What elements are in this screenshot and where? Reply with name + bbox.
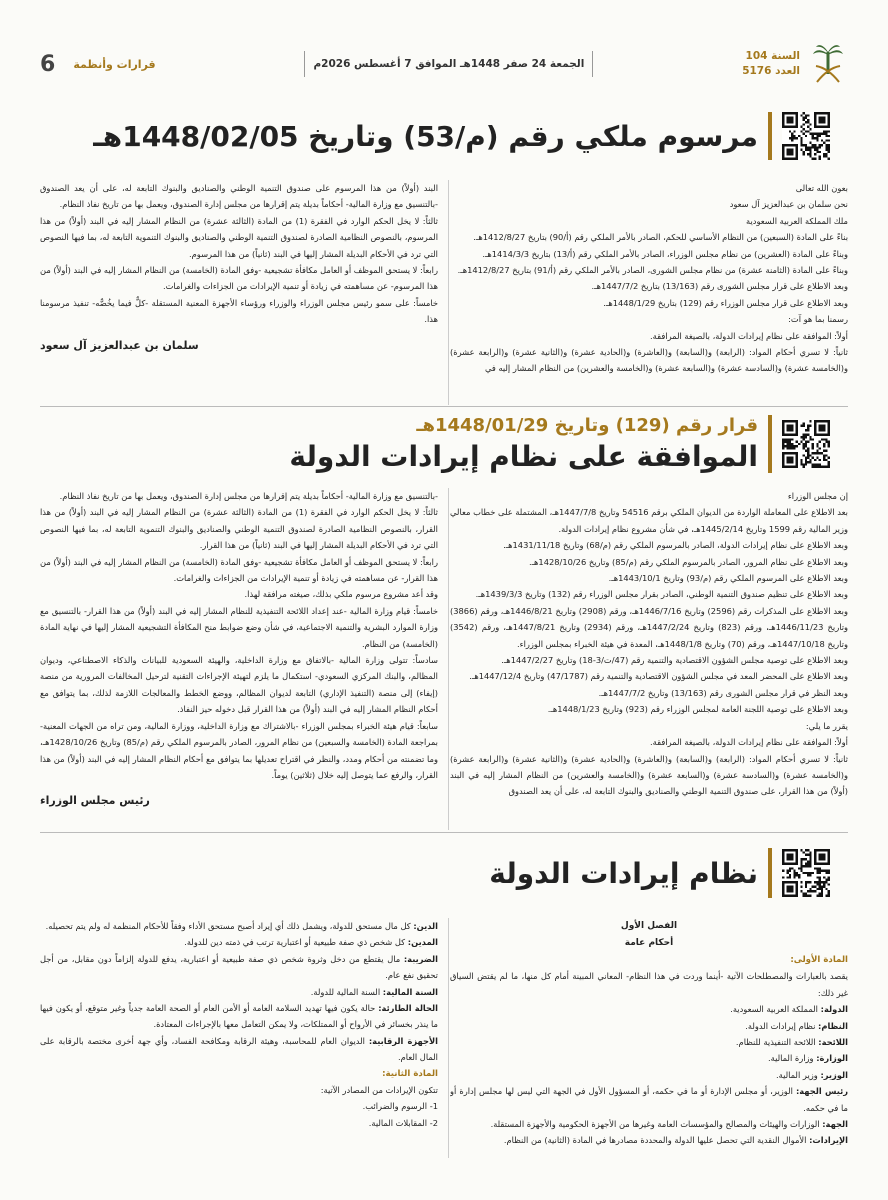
decree-left-column (40, 180, 438, 405)
resolution-paragraph: -بالتنسيق مع وزارة المالية- أحكاماً بديلة يتم إقرارها من مجلس إدارة الصندوق، ويعمل بها من تاريخ نفاذ النظام. (59, 491, 438, 501)
masthead (742, 40, 848, 88)
resolution-paragraph: ثانياً: لا تسري أحكام المواد: (الرابعة) و(السابعة) و(العاشرة) و(الحادية عشرة) و(الثانية عشرة) و(الرابعة عشرة) و(الخامسة عشرة) و(السادسة عشرة) و(السابعة عشرة) و(الخامسة والعشرين) من النظام المشار إليه في البند (أولاً) من هذا القرار، على صندوق التنمية الوطني والصناديق والبنوك التابعة له، على أن يعد الصندوق (450, 753, 848, 797)
resolution-left-column (40, 488, 438, 830)
section-name: قرارات وأنظمة (73, 57, 156, 71)
decree-paragraph: أولاً: الموافقة على نظام إيرادات الدولة، بالصيغة المرافقة. (650, 330, 848, 341)
decree-paragraph: خامساً: على سمو رئيس مجلس الوزراء والوزراء ورؤساء الأجهزة المعنية المستقلة -كلٌّ فيما يخُصُّه- تنفيذ مرسومنا هذا. (40, 297, 438, 325)
section-divider (40, 406, 848, 407)
page-number: 6 (40, 51, 56, 77)
decree-paragraph: البند (أولاً) من هذا المرسوم على صندوق التنمية الوطني والصناديق والبنوك التابعة له، على أن يعد الصندوق -بالتنسيق مع وزارة المالية- أحكاماً بديلة يتم إقرارها من مجلس إدارة الصندوق، ويعمل بها من تاريخ نفاذ النظام. (40, 183, 438, 210)
definition-text: الديوان العام للمحاسبة، وهيئة الرقابة ومكافحة الفساد، وأي جهة أخرى مختصة بالرقابة على المال العام. (40, 1035, 438, 1063)
decree-right-column (450, 180, 848, 405)
definition-term: الإيرادات: (809, 1135, 848, 1146)
resolution-paragraph: سادساً: تتولى وزارة المالية -بالاتفاق مع وزارة الداخلية، والهيئة السعودية للبيانات والذكاء الاصطناعي، وديوان المظالم، والبنك المركزي السعودي- استكمال ما يلزم لتهيئة الإجراءات التقنية لترحيل المخالفات المرورية من منصة (إيفاء) إلى منصة (التنفيذ الإداري) التابعة لديوان المظالم، ووضع الخطط والمعالجات اللازمة لذلك، بما يتوافق مع أحكام النظام المشار إليه في البند (أولاً) من هذا القرار قبل دخوله حيز النفاذ. (40, 655, 438, 715)
decree-title: مرسوم ملكي رقم (م/53) وتاريخ 1448/02/05هـ (93, 119, 758, 153)
definition-text: وزارة المالية. (767, 1053, 814, 1064)
decree-paragraph: ملك المملكة العربية السعودية (746, 215, 848, 226)
column-divider (448, 488, 449, 830)
law-title: نظام إيرادات الدولة (489, 856, 758, 890)
definition-term: المدين: (407, 937, 438, 948)
definition-term: اللائحة: (818, 1037, 848, 1048)
definition-item (450, 1050, 848, 1066)
definition-text: الوزير، أو مجلس الإدارة أو ما في حكمه، أو المسؤول الأول في الجهة التي ليس لها مجلس إدارة أو ما في حكمه. (450, 1086, 848, 1113)
decree-paragraph: وبعد الاطلاع على قرار مجلس الشورى رقم (13/163) بتاريخ 1447/7/2هـ. (591, 281, 848, 292)
resolution-title: الموافقة على نظام إيرادات الدولة (289, 440, 758, 473)
definition-item (450, 1034, 848, 1050)
column-divider (448, 918, 449, 1158)
section-divider (40, 832, 848, 833)
definition-text: مال يقتطع من دخل وثروة شخص ذي صفة طبيعية أو اعتبارية، يدفع للدولة إلزاماً دون مقابل، من أجل تحقيق نفع عام. (40, 953, 438, 981)
header-divider (592, 51, 593, 77)
definition-text: الأموال النقدية التي تحصل عليها الدولة والمحددة مصادرها في المادة (الثانية) من النظام. (503, 1135, 807, 1146)
decree-title-block (93, 112, 830, 160)
decree-paragraph: وبناءً على المادة (العشرين) من نظام مجلس الوزراء، الصادر بالأمر الملكي رقم (أ/13) بتاريخ 1414/3/3هـ. (482, 248, 848, 259)
definition-item (450, 1001, 848, 1017)
resolution-right-column (450, 488, 848, 830)
resolution-paragraph: ثالثاً: لا يخل الحكم الوارد في الفقرة (1) من المادة (الثالثة عشرة) من النظام المشار إليه في البند (أولاً) من هذا القرار، بالنصوص النظامية الصادرة لصندوق التنمية الوطني والصناديق والبنوك التنموية التابعة له، بما فيها النصوص التي ترد في الأحكام البديلة المشار إليها في البند (ثانياً) من هذا القرار. (40, 507, 438, 551)
header-divider (304, 51, 305, 77)
resolution-signature: رئيس مجلس الوزراء (40, 794, 150, 808)
definition-text: كل شخص ذي صفة طبيعية أو اعتبارية ترتب في ذمته دين للدولة. (184, 937, 406, 948)
resolution-paragraph: وبعد الاطلاع على تنظيم صندوق التنمية الوطني، الصادر بقرار مجلس الوزراء رقم (132) وتاريخ 1439/3/3هـ. (475, 589, 848, 600)
definition-term: السنة المالية: (382, 986, 438, 997)
title-accent-bar (768, 415, 772, 473)
article-heading: المادة الأولى: (790, 955, 848, 965)
resolution-paragraph: وقد أعد مشروع مرسوم ملكي بذلك، صيغته مرافقة لهذا. (244, 589, 438, 600)
resolution-paragraph: بعد الاطلاع على المعاملة الواردة من الديوان الملكي برقم 54516 وتاريخ 1447/7/8هـ، المشتملة على خطاب معالي وزير المالية رقم 1599 وتاريخ 1445/2/14هـ، في شأن مشروع نظام إيرادات الدولة. (450, 507, 848, 534)
resolution-paragraph: وبعد الاطلاع على توصية مجلس الشؤون الاقتصادية والتنمية رقم (47/ت/3-18) وتاريخ 1447/2/27هـ. (501, 655, 848, 666)
definition-item (450, 1116, 848, 1132)
resolution-paragraph: وبعد النظر في قرار مجلس الشورى رقم (13/163) وتاريخ 1447/7/2هـ. (598, 687, 848, 698)
law-left-column (40, 918, 438, 1178)
section-block (40, 52, 156, 77)
definition-term: الوزير: (820, 1069, 848, 1080)
saudi-emblem-icon (808, 40, 848, 88)
qr-icon (782, 849, 830, 897)
column-divider (448, 180, 449, 405)
decree-paragraph: رابعاً: لا يستحق الموظف أو العامل مكافأة تشجيعية -وفق المادة (الخامسة) من النظام المشار إليه في البند (أولاً) من هذا المرسوم- عن مساهمته في زيادة أو تنمية الإيرادات من الجزاءات والغرامات. (40, 265, 438, 292)
resolution-paragraph: خامساً: قيام وزارة المالية -عند إعداد اللائحة التنفيذية للنظام المشار إليه في البند (أولاً) من هذا القرار- بالتنسيق مع وزارة الموارد البشرية والتنمية الاجتماعية، في شأن وضع ضوابط منح المكافأة التشجيعية المشار إليها في نهاية المادة (الخامسة) من النظام. (40, 605, 438, 649)
law-title-block (489, 848, 830, 898)
resolution-paragraph: وبعد الاطلاع على المحضر المعد في مجلس الشؤون الاقتصادية والتنمية رقم (47/1787) وتاريخ 1447/12/4هـ. (469, 671, 848, 682)
definition-text: السنة المالية للدولة. (310, 986, 381, 997)
definition-term: الدين: (413, 921, 438, 931)
law-right-column (450, 918, 848, 1158)
definition-item (40, 918, 438, 934)
resolution-paragraph: يقرر ما يلي: (805, 720, 848, 731)
resolution-paragraph: وبعد الاطلاع على توصية اللجنة العامة لمجلس الوزراء رقم (923) وتاريخ 1448/1/23هـ. (547, 704, 848, 715)
decree-paragraph: نحن سلمان بن عبدالعزيز آل سعود (729, 199, 848, 210)
article-list-item: 1- الرسوم والضرائب. (362, 1101, 438, 1112)
chapter-title: أحكام عامة (624, 938, 674, 948)
definition-item (450, 1018, 848, 1034)
definition-term: رئيس الجهة: (795, 1086, 848, 1097)
issue-label: العدد 5176 (742, 65, 800, 77)
resolution-paragraph: وبعد الاطلاع على نظام المرور، الصادر بالمرسوم الملكي رقم (م/85) وتاريخ 1428/10/26هـ. (528, 556, 848, 567)
issue-info (742, 49, 800, 79)
date-block (304, 51, 593, 77)
resolution-number: قرار رقم (129) وتاريخ 1448/01/29هـ (416, 415, 758, 436)
article-intro: يقصد بالعبارات والمصطلحات الآتية -أينما وردت في هذا النظام- المعاني المبينة أمام كل منها، ما لم يقتض السياق غير ذلك: (450, 971, 848, 998)
definition-item (40, 1000, 438, 1033)
resolution-paragraph: سابعاً: قيام هيئة الخبراء بمجلس الوزراء -بالاشتراك مع وزارة الداخلية، ووزارة المالية، ومن تراه من الجهات المعنية- بمراجعة المادة (الخامسة والسبعين) من نظام المرور، الصادر بالمرسوم الملكي رقم (م/85) وتاريخ 1428/10/26هـ، وما تضمنته من أحكام ومدد، والنظر في اقتراح تعديلها بما يتوافق مع أحكام النظام المشار إليه في البند (أولاً) من هذا القرار، والرفع عما يتوصل إليه خلال (ثلاثين) يوماً. (40, 720, 438, 780)
resolution-paragraph: وبعد الاطلاع على المذكرات رقم (2596) وتاريخ 1446/7/16هـ، ورقم (2908) وتاريخ 1446/8/21هـ، ورقم (3866) وتاريخ 1446/11/23هـ، ورقم (823) وتاريخ 1447/2/24هـ، ورقم (2934) وتاريخ 1447/8/21هـ، ورقم (3542) وتاريخ 1447/10/18هـ، ورقم (70) وتاريخ 1448/1/8هـ، المعدة في هيئة الخبراء بمجلس الوزراء. (450, 605, 848, 649)
definition-item (40, 934, 438, 950)
definition-term: النظام: (818, 1020, 848, 1031)
definition-text: كل مال مستحق للدولة، ويشمل ذلك أي إيراد أصبح مستحق الأداء وفقاً للأحكام المنظمة له ولم يتم تحصيله. (45, 921, 411, 931)
article-heading: المادة الثانية: (382, 1068, 438, 1079)
definition-term: الجهة: (822, 1119, 848, 1130)
decree-paragraph: ثالثاً: لا يخل الحكم الوارد في الفقرة (1) من المادة (الثالثة عشرة) من النظام المشار إليه في البند (أولاً) من هذا المرسوم، بالنصوص النظامية الصادرة لصندوق التنمية الوطني والصناديق والبنوك التنموية التابعة له، بما فيها النصوص التي ترد في الأحكام البديلة المشار إليها في البند (ثانياً) من هذا المرسوم. (40, 215, 438, 259)
resolution-title-block (289, 415, 830, 473)
year-label: السنة 104 (745, 50, 800, 62)
definition-item (450, 1132, 848, 1148)
decree-paragraph: ثانياً: لا تسري أحكام المواد: (الرابعة) و(السابعة) و(العاشرة) و(الحادية عشرة) و(الثانية عشرة) و(الرابعة عشرة) و(الخامسة عشرة) و(السادسة عشرة) و(السابعة عشرة) و(الخامسة والعشرين) من النظام المشار إليه في (450, 347, 848, 374)
decree-signature: سلمان بن عبدالعزيز آل سعود (40, 338, 199, 352)
title-accent-bar (768, 848, 772, 898)
definition-term: الأجهزة الرقابية: (368, 1035, 438, 1046)
resolution-paragraph: أولاً: الموافقة على نظام إيرادات الدولة، بالصيغة المرافقة. (650, 737, 848, 748)
resolution-paragraph: إن مجلس الوزراء (787, 491, 848, 501)
decree-paragraph: بعون الله تعالى (795, 183, 848, 193)
definition-item (40, 984, 438, 1000)
definition-item (40, 951, 438, 984)
decree-paragraph: وبناءً على المادة (الثامنة عشرة) من نظام مجلس الشورى، الصادر بالأمر الملكي رقم (أ/91) بتاريخ 1412/8/27هـ. (457, 265, 848, 276)
definition-text: الوزارات والهيئات والمصالح والمؤسسات العامة وغيرها من الأجهزة الحكومية والأجهزة المستقلة. (490, 1119, 820, 1130)
definition-text: وزير المالية. (775, 1069, 818, 1080)
qr-icon (782, 112, 830, 160)
definition-item (450, 1083, 848, 1116)
chapter-heading: الفصل الأول (620, 921, 678, 931)
definition-term: الضريبة: (403, 953, 438, 964)
article-intro: تتكون الإيرادات من المصادر الآتية: (320, 1085, 438, 1096)
decree-paragraph: وبعد الاطلاع على قرار مجلس الوزراء رقم (129) بتاريخ 1448/1/29هـ. (603, 297, 848, 308)
resolution-paragraph: وبعد الاطلاع على نظام إيرادات الدولة، الصادر بالمرسوم الملكي رقم (م/68) وتاريخ 1431/11/18هـ. (503, 540, 848, 551)
resolution-paragraph: رابعاً: لا يستحق الموظف أو العامل مكافأة تشجيعية -وفق المادة (الخامسة) من النظام المشار إليه في البند (أولاً) من هذا القرار- عن مساهمته في زيادة أو تنمية الإيرادات من الجزاءات والغرامات. (40, 556, 438, 584)
definition-text: حالة يكون فيها تهديد السلامة العامة أو الأمن العام أو الصحة العامة جدياً وغير متوقع، أو يكون فيها ما ينذر بخسائر في الأرواح أو الممتلكات، ولا يمكن التعامل معها بالإجراءات المعتادة. (40, 1003, 438, 1030)
issue-date: الجمعة 24 صفر 1448هـ الموافق 7 أغسطس 2026م (313, 58, 585, 70)
definition-text: اللائحة التنفيذية للنظام. (735, 1037, 816, 1048)
decree-paragraph: رسمنا بما هو آت: (788, 314, 848, 325)
definition-term: الوزارة: (816, 1053, 848, 1064)
page-header (40, 40, 848, 88)
definition-term: الحالة الطارئة: (378, 1003, 438, 1014)
decree-paragraph: بناءً على المادة (السبعين) من النظام الأساسي للحكم، الصادر بالأمر الملكي رقم (أ/90) بتاريخ 1412/8/27هـ. (473, 232, 848, 243)
article-list-item: 2- المقابلات المالية. (368, 1117, 438, 1128)
definition-item (450, 1067, 848, 1083)
definition-item (40, 1033, 438, 1066)
definition-text: المملكة العربية السعودية. (730, 1004, 818, 1015)
resolution-paragraph: وبعد الاطلاع على المرسوم الملكي رقم (م/93) وتاريخ 1443/10/1هـ. (608, 573, 848, 584)
qr-icon (782, 420, 830, 468)
definition-term: الدولة: (820, 1004, 848, 1015)
title-accent-bar (768, 112, 772, 160)
definition-text: نظام إيرادات الدولة. (745, 1020, 816, 1031)
